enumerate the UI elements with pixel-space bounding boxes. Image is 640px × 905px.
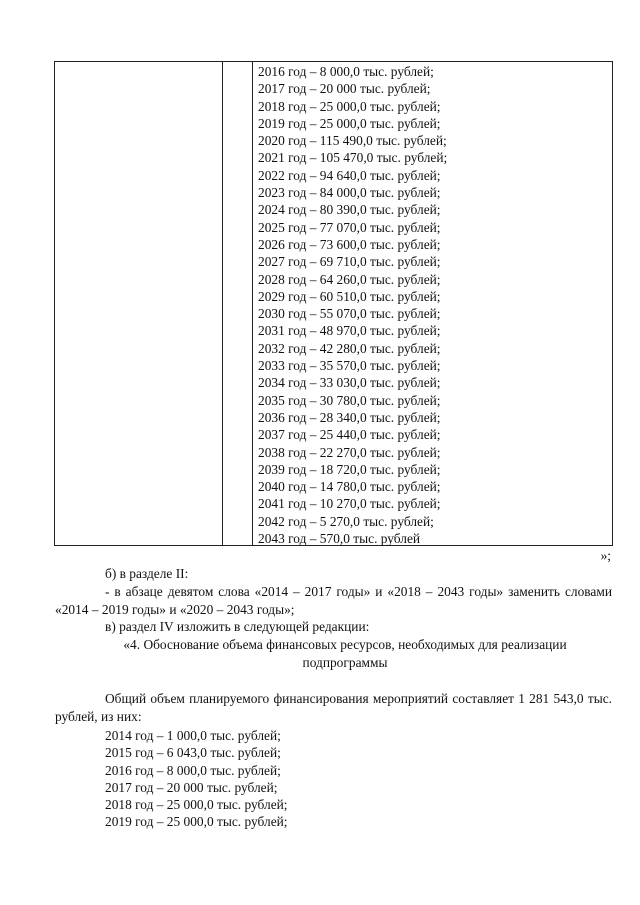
list-item: 2042 год – 5 270,0 тыс. рублей; bbox=[258, 513, 434, 529]
funding-table bbox=[54, 61, 613, 546]
closing-quote: »; bbox=[600, 548, 611, 563]
list-item: 2018 год – 25 000,0 тыс. рублей; bbox=[105, 797, 288, 813]
list-item: 2041 год – 10 270,0 тыс. рублей; bbox=[258, 496, 441, 512]
list-item: 2027 год – 69 710,0 тыс. рублей; bbox=[258, 254, 441, 270]
list-item: 2017 год – 20 000 тыс. рублей; bbox=[258, 81, 431, 97]
list-item: 2022 год – 94 640,0 тыс. рублей; bbox=[258, 167, 441, 183]
list-item: 2016 год – 8 000,0 тыс. рублей; bbox=[105, 762, 281, 778]
list-item: 2017 год – 20 000 тыс. рублей; bbox=[105, 779, 278, 795]
section-title: «4. Обоснование объема финансовых ресурсов, необходимых для реализации подпрограммы bbox=[123, 637, 567, 670]
list-item: 2036 год – 28 340,0 тыс. рублей; bbox=[258, 409, 441, 425]
funding-list bbox=[105, 727, 288, 831]
list-item: 2031 год – 48 970,0 тыс. рублей; bbox=[258, 323, 441, 339]
table-column-divider bbox=[252, 62, 253, 545]
list-item: 2021 год – 105 470,0 тыс. рублей; bbox=[258, 150, 448, 166]
list-item: 2035 год – 30 780,0 тыс. рублей; bbox=[258, 392, 441, 408]
section-b-heading: б) в разделе II: bbox=[105, 566, 189, 581]
list-item: 2034 год – 33 030,0 тыс. рублей; bbox=[258, 375, 441, 391]
list-item: 2024 год – 80 390,0 тыс. рублей; bbox=[258, 202, 441, 218]
list-item: 2038 год – 22 270,0 тыс. рублей; bbox=[258, 444, 441, 460]
list-item: 2040 год – 14 780,0 тыс. рублей; bbox=[258, 479, 441, 495]
list-item: 2015 год – 6 043,0 тыс. рублей; bbox=[105, 745, 281, 761]
list-item: 2039 год – 18 720,0 тыс. рублей; bbox=[258, 461, 441, 477]
list-item: 2014 год – 1 000,0 тыс. рублей; bbox=[105, 728, 281, 743]
list-item: 2029 год – 60 510,0 тыс. рублей; bbox=[258, 288, 441, 304]
section-v-heading: в) раздел IV изложить в следующей редакции: bbox=[105, 619, 370, 634]
list-item: 2033 год – 35 570,0 тыс. рублей; bbox=[258, 358, 441, 374]
list-item: 2025 год – 77 070,0 тыс. рублей; bbox=[258, 219, 441, 235]
list-item: 2016 год – 8 000,0 тыс. рублей; bbox=[258, 64, 434, 79]
table-year-list bbox=[258, 63, 447, 547]
list-item: 2026 год – 73 600,0 тыс. рублей; bbox=[258, 236, 441, 252]
replace-clause: - в абзаце девятом слова «2014 – 2017 годы» и «2018 – 2043 годы» заменить словами «2014 – 2019 годы» и «2020 – 2043 годы»; bbox=[55, 584, 612, 617]
list-item: 2019 год – 25 000,0 тыс. рублей; bbox=[105, 814, 288, 830]
list-item: 2023 год – 84 000,0 тыс. рублей; bbox=[258, 185, 441, 201]
list-item: 2019 год – 25 000,0 тыс. рублей; bbox=[258, 115, 441, 131]
list-item: 2028 год – 64 260,0 тыс. рублей; bbox=[258, 271, 441, 287]
total-paragraph: Общий объем планируемого финансирования мероприятий составляет 1 281 543,0 тыс. рублей, из них: bbox=[55, 691, 612, 724]
list-item: 2020 год – 115 490,0 тыс. рублей; bbox=[258, 133, 447, 149]
list-item: 2018 год – 25 000,0 тыс. рублей; bbox=[258, 98, 441, 114]
table-column-divider bbox=[222, 62, 223, 545]
list-item: 2030 год – 55 070,0 тыс. рублей; bbox=[258, 306, 441, 322]
list-item: 2037 год – 25 440,0 тыс. рублей; bbox=[258, 427, 441, 443]
list-item: 2043 год – 570,0 тыс. рублей bbox=[258, 531, 421, 547]
list-item: 2032 год – 42 280,0 тыс. рублей; bbox=[258, 340, 441, 356]
